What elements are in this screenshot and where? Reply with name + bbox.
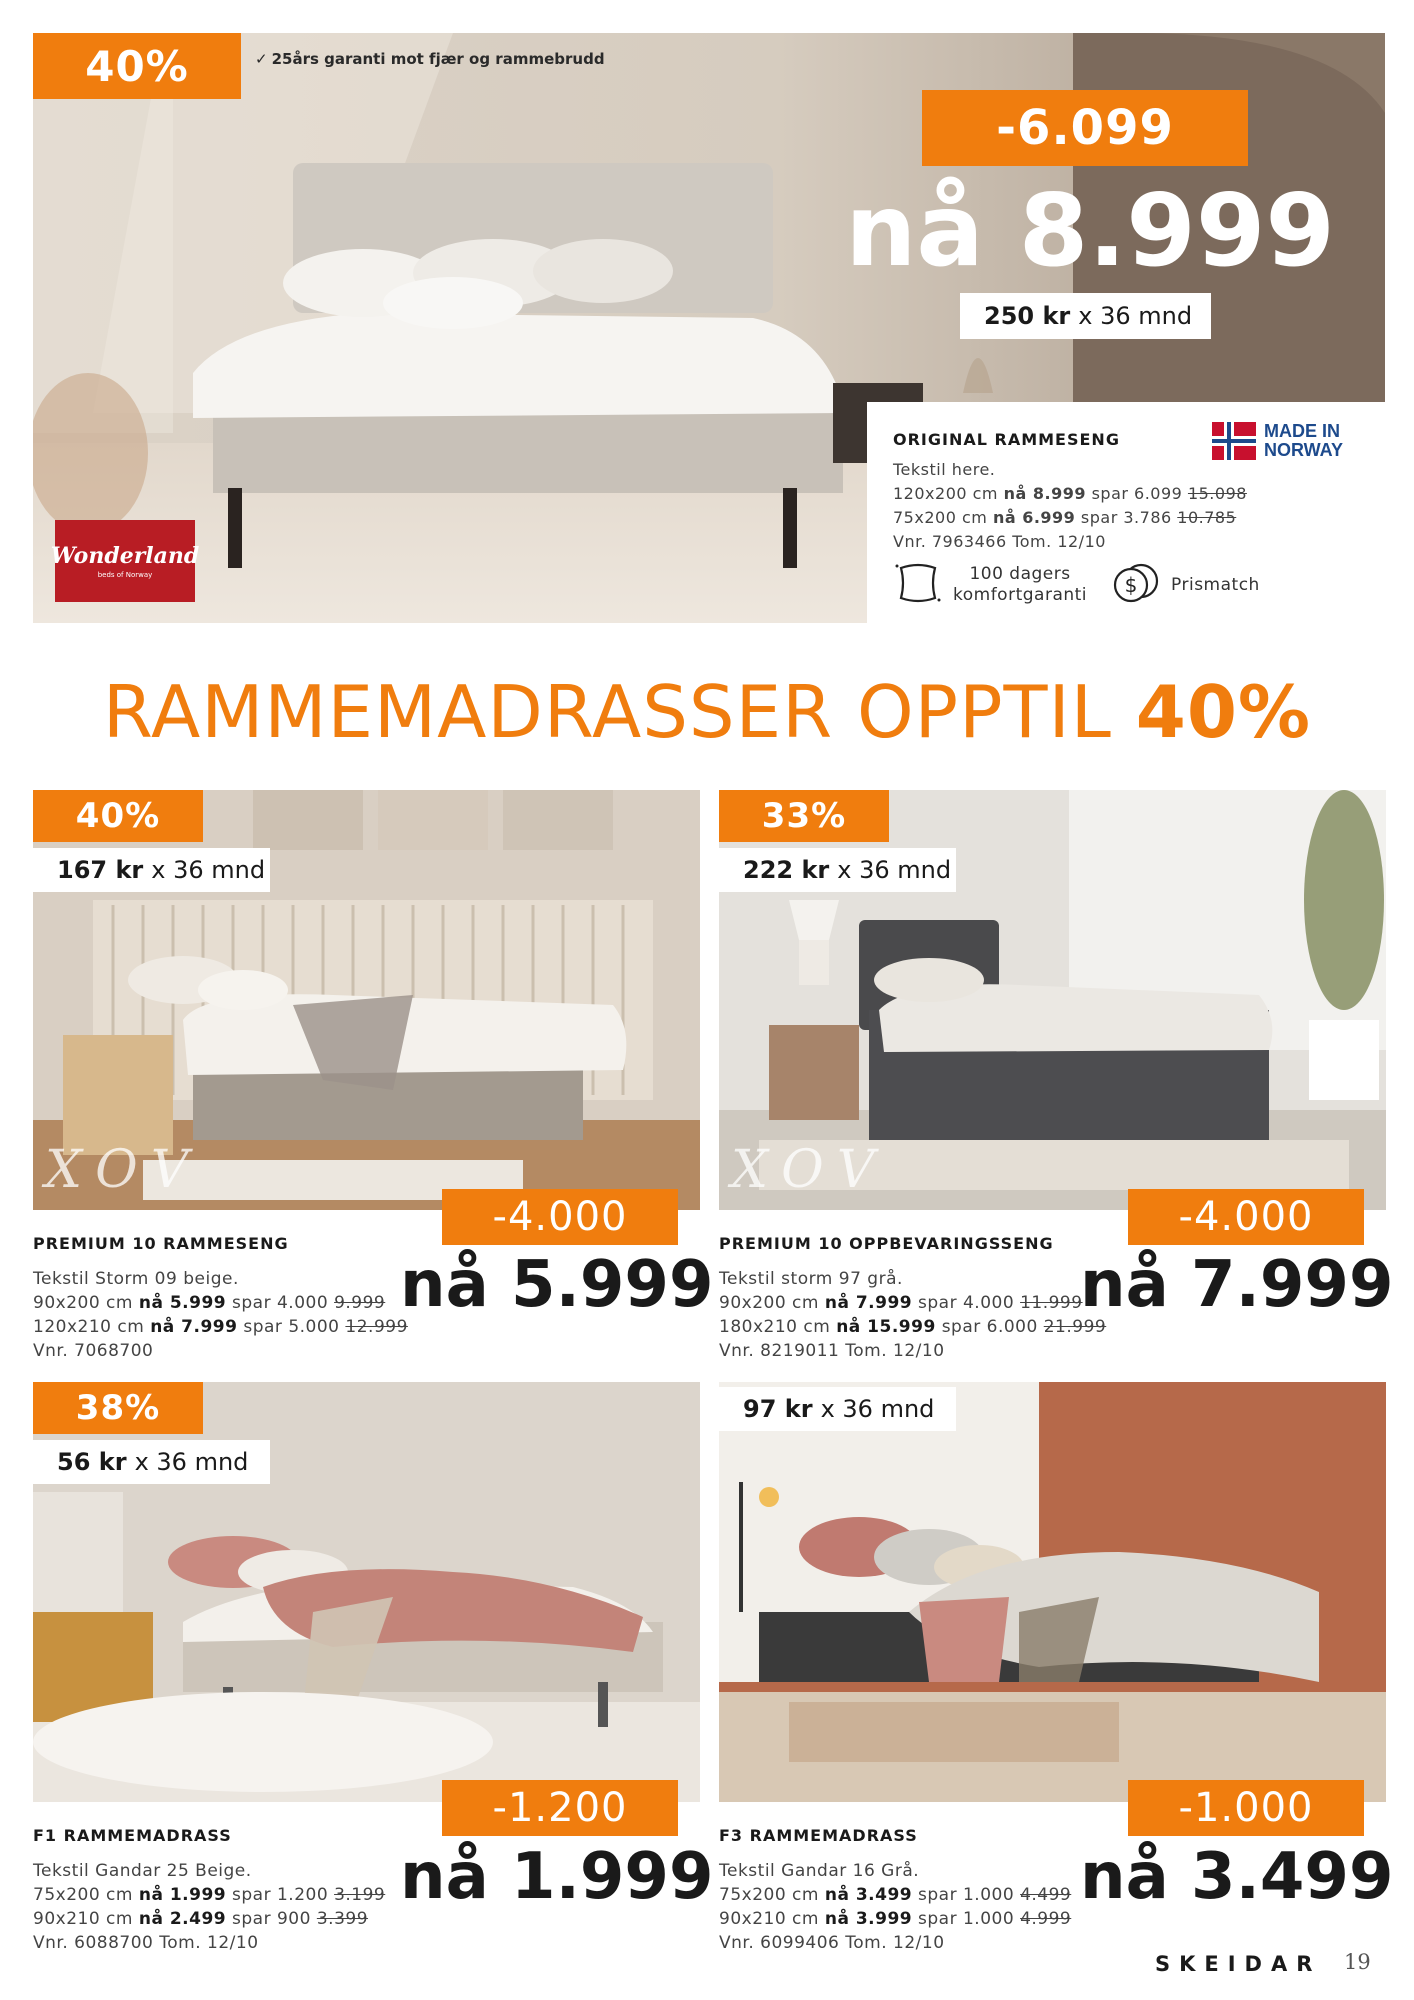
monthly-amount: 97 kr <box>743 1395 813 1423</box>
product-3-monthly-payment <box>33 1440 270 1484</box>
product-variant <box>719 1907 1119 1931</box>
variant-now: nå 7.999 <box>824 1293 913 1313</box>
hero-monthly-payment <box>960 293 1211 339</box>
product-3-info <box>33 1826 433 1955</box>
variant-now: nå 2.499 <box>138 1909 227 1929</box>
product-variant <box>719 1291 1119 1315</box>
variant-was: 4.499 <box>1020 1885 1072 1905</box>
monthly-term: x 36 mnd <box>151 856 266 884</box>
variant-was: 15.098 <box>1187 484 1247 503</box>
variant-now: nå 3.999 <box>824 1909 913 1929</box>
product-2-discount-badge: 33% <box>719 790 889 842</box>
hero-fabric: Tekstil here. <box>893 460 996 479</box>
guarantee-label: 25års garanti mot fjær og rammebrudd <box>271 50 605 68</box>
variant-now: nå 1.999 <box>138 1885 227 1905</box>
product-variant <box>719 1883 1119 1907</box>
variant-size: 180x210 cm <box>719 1317 831 1337</box>
product-variant <box>33 1291 433 1315</box>
svg-text:$: $ <box>1124 573 1138 597</box>
variant-size: 75x200 cm <box>33 1885 133 1905</box>
variant-now: nå 7.999 <box>150 1317 238 1337</box>
monthly-term: x 36 mnd <box>134 1448 249 1476</box>
variant-save: spar 1.200 <box>232 1885 329 1905</box>
product-vnr: Vnr. 6088700 Tom. 12/10 <box>33 1933 259 1953</box>
product-4-monthly-payment <box>719 1387 956 1431</box>
comfort-line-2: komfortgaranti <box>953 585 1088 605</box>
product-fabric: Tekstil storm 97 grå. <box>719 1269 903 1289</box>
variant-was: 3.399 <box>316 1909 369 1929</box>
product-name: F3 RAMMEMADRASS <box>719 1826 918 1845</box>
footer-brand: SKEIDAR <box>1155 1952 1322 1976</box>
pillow-icon <box>893 560 943 610</box>
xov-watermark: XOV <box>45 1140 203 1200</box>
hero-variant-1 <box>893 484 1247 503</box>
product-name: PREMIUM 10 RAMMESENG <box>33 1234 289 1253</box>
product-name: PREMIUM 10 OPPBEVARINGSSENG <box>719 1234 1054 1253</box>
product-1-info <box>33 1234 433 1363</box>
product-vnr: Vnr. 8219011 Tom. 12/10 <box>719 1341 945 1361</box>
product-vnr: Vnr. 7068700 <box>33 1341 154 1361</box>
hero-now-price: nå 8.999 <box>845 172 1335 289</box>
variant-save: spar 4.000 <box>918 1293 1015 1313</box>
variant-size: 75x200 cm <box>893 508 988 527</box>
product-variant <box>719 1315 1119 1339</box>
product-4-save-amount: -1.000 <box>1128 1780 1364 1836</box>
variant-size: 90x210 cm <box>33 1909 133 1929</box>
variant-save: spar 1.000 <box>918 1885 1015 1905</box>
variant-now: nå 5.999 <box>138 1293 227 1313</box>
made-in-line-1: MADE IN <box>1264 421 1340 441</box>
hero-product-name: ORIGINAL RAMMESENG <box>893 430 1120 449</box>
product-2-save-amount: -4.000 <box>1128 1189 1364 1245</box>
product-3-discount-badge: 38% <box>33 1382 203 1434</box>
logo-tagline: beds of Norway <box>97 571 153 579</box>
monthly-term: x 36 mnd <box>1078 302 1193 330</box>
product-4-now-price: nå 3.499 <box>1080 1840 1394 1914</box>
norway-flag-icon <box>1212 422 1256 460</box>
variant-save: spar 5.000 <box>243 1317 340 1337</box>
product-fabric: Tekstil Storm 09 beige. <box>33 1269 239 1289</box>
product-variant <box>33 1907 433 1931</box>
product-name: F1 RAMMEMADRASS <box>33 1826 232 1845</box>
comfort-line-1: 100 dagers <box>969 564 1071 584</box>
variant-was: 3.199 <box>334 1885 386 1905</box>
product-2-monthly-payment <box>719 848 956 892</box>
monthly-amount: 250 kr <box>984 302 1071 330</box>
product-fabric: Tekstil Gandar 25 Beige. <box>33 1861 252 1881</box>
variant-was: 21.999 <box>1043 1317 1107 1337</box>
product-2-now-price: nå 7.999 <box>1080 1248 1394 1322</box>
guarantee-text <box>255 50 605 68</box>
variant-size: 120x200 cm <box>893 484 999 503</box>
price-match-icon <box>1109 561 1161 609</box>
variant-was: 12.999 <box>345 1317 408 1337</box>
variant-size: 90x200 cm <box>719 1293 819 1313</box>
hero-discount-badge: 40% <box>33 33 241 99</box>
product-3-now-price: nå 1.999 <box>400 1840 714 1914</box>
variant-now: nå 3.499 <box>824 1885 913 1905</box>
product-4-info <box>719 1826 1119 1955</box>
made-in-line-2: NORWAY <box>1264 440 1344 460</box>
variant-save: spar 6.000 <box>941 1317 1038 1337</box>
variant-was: 4.999 <box>1020 1909 1072 1929</box>
monthly-amount: 56 kr <box>57 1448 127 1476</box>
hero-vnr: Vnr. 7963466 Tom. 12/10 <box>893 532 1106 551</box>
section-headline <box>0 670 1414 754</box>
headline-highlight: 40% <box>1135 670 1312 754</box>
variant-size: 120x210 cm <box>33 1317 145 1337</box>
product-1-now-price: nå 5.999 <box>400 1248 714 1322</box>
variant-save: spar 3.786 <box>1080 508 1172 527</box>
monthly-term: x 36 mnd <box>820 1395 935 1423</box>
variant-size: 90x200 cm <box>33 1293 133 1313</box>
hero-product-info <box>867 402 1385 623</box>
product-variant <box>33 1883 433 1907</box>
variant-save: spar 900 <box>232 1909 311 1929</box>
monthly-term: x 36 mnd <box>837 856 952 884</box>
hero-variant-2 <box>893 508 1236 527</box>
product-photo-f3-rammemadrass <box>719 1382 1386 1802</box>
variant-save: spar 4.000 <box>232 1293 329 1313</box>
variant-was: 10.785 <box>1177 508 1237 527</box>
product-1-monthly-payment <box>33 848 270 892</box>
variant-was: 9.999 <box>334 1293 386 1313</box>
headline-text: RAMMEMADRASSER OPPTIL <box>102 670 1136 754</box>
variant-now: nå 8.999 <box>1003 484 1086 503</box>
logo-name: Wonderland <box>50 543 200 569</box>
guarantee-badges <box>893 560 1260 610</box>
variant-size: 90x210 cm <box>719 1909 819 1929</box>
monthly-amount: 222 kr <box>743 856 830 884</box>
product-variant <box>33 1315 433 1339</box>
product-vnr: Vnr. 6099406 Tom. 12/10 <box>719 1933 945 1953</box>
variant-was: 11.999 <box>1020 1293 1083 1313</box>
check-icon: ✓ <box>255 50 268 68</box>
variant-now: nå 6.999 <box>992 508 1076 527</box>
variant-save: spar 6.099 <box>1091 484 1183 503</box>
wonderland-logo <box>50 520 200 602</box>
monthly-amount: 167 kr <box>57 856 144 884</box>
variant-size: 75x200 cm <box>719 1885 819 1905</box>
xov-watermark: XOV <box>731 1140 889 1200</box>
product-2-info <box>719 1234 1119 1363</box>
price-match-label: Prismatch <box>1171 575 1260 595</box>
product-1-discount-badge: 40% <box>33 790 203 842</box>
variant-now: nå 15.999 <box>836 1317 936 1337</box>
page-number: 19 <box>1344 1950 1371 1974</box>
variant-save: spar 1.000 <box>918 1909 1015 1929</box>
product-1-save-amount: -4.000 <box>442 1189 678 1245</box>
made-in-norway-badge <box>1212 422 1343 460</box>
product-3-save-amount: -1.200 <box>442 1780 678 1836</box>
product-fabric: Tekstil Gandar 16 Grå. <box>719 1861 920 1881</box>
hero-save-amount: -6.099 <box>922 90 1248 166</box>
